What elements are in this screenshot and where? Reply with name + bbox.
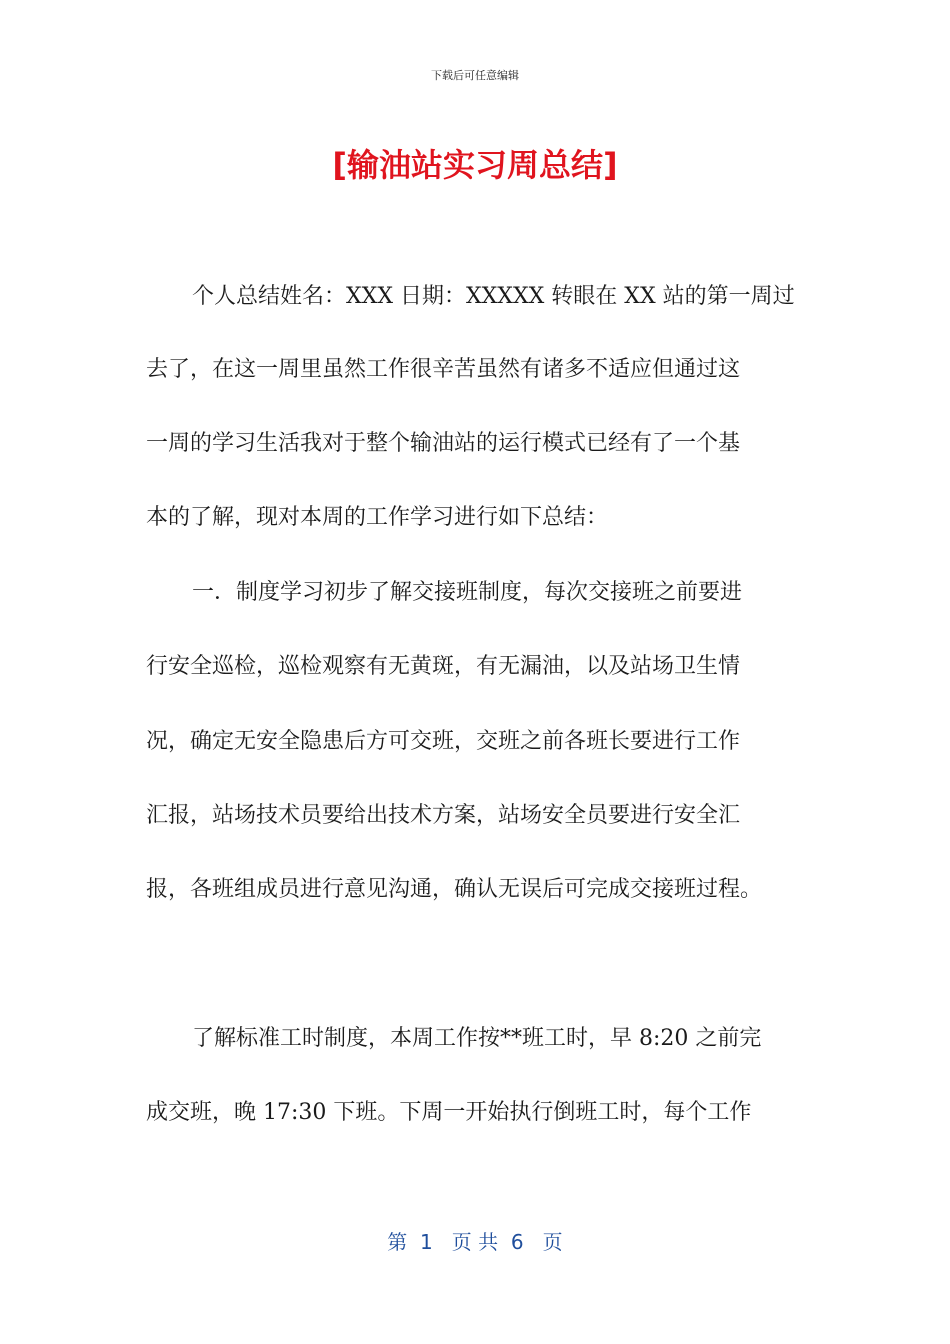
paragraph-line: 一．制度学习初步了解交接班制度，每次交接班之前要进 [192,580,743,605]
paragraph-line: 了解标准工时制度，本周工作按**班工时，早 8:20 之前完 [192,1026,762,1051]
paragraph-line: 报，各班组成员进行意见沟通，确认无误后可完成交接班过程。 [146,877,763,902]
paragraph-line: 一周的学习生活我对于整个输油站的运行模式已经有了一个基 [146,431,741,456]
paragraph-line: 行安全巡检，巡检观察有无黄斑，有无漏油，以及站场卫生情 [146,654,741,679]
paragraph-line: 个人总结姓名：XXX 日期：XXXXX 转眼在 XX 站的第一周过 [192,284,795,309]
header-note: 下载后可任意编辑 [431,69,519,82]
paragraph-line: 汇报，站场技术员要给出技术方案，站场安全员要进行安全汇 [146,803,741,828]
page-footer: 第 1 页 共 6 页 [387,1230,563,1254]
paragraph-line: 况，确定无安全隐患后方可交班，交班之前各班长要进行工作 [146,729,741,754]
document-title: [输油站实习周总结] [332,146,618,184]
paragraph-line: 本的了解，现对本周的工作学习进行如下总结： [146,505,609,530]
paragraph-line: 去了，在这一周里虽然工作很辛苦虽然有诸多不适应但通过这 [146,357,741,382]
paragraph-line: 成交班，晚 17:30 下班。下周一开始执行倒班工时，每个工作 [146,1100,752,1125]
